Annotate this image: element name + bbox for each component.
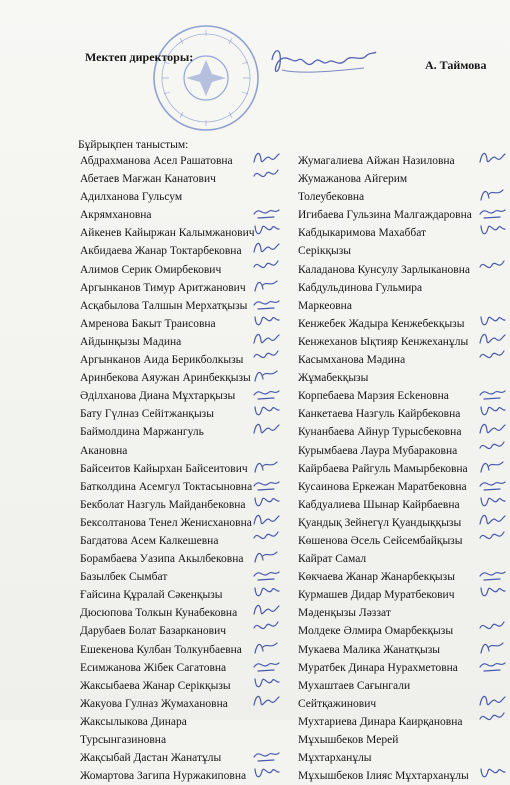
staff-name: Батколдина Асемгул Токтасыновна [80,480,253,493]
staff-name-row [80,405,290,423]
staff-name-row [80,387,290,405]
staff-name-row [298,188,510,206]
staff-name-row [298,731,510,749]
staff-name-row [80,152,290,170]
staff-name-row [298,405,510,423]
staff-name: Кенжеханов Ықтияр Кенжеханұлы [298,335,469,348]
staff-name: Курмашев Дидар Муратбекович [298,589,455,602]
school-seal-stamp [150,22,262,134]
staff-name: Адилханова Гульсум [80,191,183,204]
staff-name: Есимжанова Жібек Сагатовна [80,661,227,674]
staff-name: Сейтқажинович [298,697,377,710]
director-signature [268,42,378,82]
staff-name: Мухтариева Динара Каирқановна [298,715,463,728]
staff-name: Багдатова Асем Калкешевна [80,534,219,547]
staff-name-row [80,351,290,369]
staff-name-row [80,460,290,478]
staff-name-row [298,387,510,405]
staff-name: Борамбаева Уазипа Акылбековна [80,553,244,566]
staff-name-row [80,514,290,532]
staff-name: Бексолтанова Тенел Женисхановна [80,516,252,529]
staff-name-row [80,442,290,460]
staff-name-row [80,622,290,640]
staff-name: Дарубаев Болат Базарканович [80,625,227,638]
staff-name: Мәденқызы Ләззат [298,607,391,620]
staff-name: Амренова Бакыт Траисовна [80,317,216,330]
staff-name: Курымбаева Лаура Мубараковна [298,444,458,457]
staff-name-row [80,369,290,387]
staff-name-row [298,659,510,677]
staff-name-row [80,659,290,677]
staff-name: Жаксыбаева Жанар Серікқызы [80,679,231,692]
staff-name-row [80,604,290,622]
staff-name-row [80,532,290,550]
staff-name-row [80,731,290,749]
staff-name-row [298,550,510,568]
staff-name: Кунанбаева Айнур Турысбековна [298,426,462,439]
staff-name: Бату Гүлназ Сейітжанқызы [80,408,214,421]
staff-name-row [80,224,290,242]
staff-name-row [298,152,510,170]
staff-name-row [80,297,290,315]
staff-name: Кабдуалиева Шынар Кайрбаевна [298,498,460,511]
staff-name: Касымханова Мәдина [298,354,406,367]
staff-name-row [298,315,510,333]
staff-list-left [80,152,290,785]
staff-name: Каладанова Кунсулу Зарлыкановна [298,263,470,276]
staff-name-row [298,568,510,586]
staff-name-row [80,333,290,351]
staff-name-row [298,297,510,315]
staff-name-row [298,767,510,785]
staff-name: Жумажанова Айгерим [298,173,408,186]
staff-name-row [80,713,290,731]
staff-name-row [298,423,510,441]
staff-name-row [298,442,510,460]
staff-name: Жұмабекқызы [298,372,369,385]
staff-name: Айдынқызы Мадина [80,335,182,348]
staff-name: Акбидаева Жанар Токтарбековна [80,245,242,258]
staff-name: Маркеовна [298,299,352,312]
staff-name-row [80,315,290,333]
staff-name-row [298,333,510,351]
staff-name-row [298,369,510,387]
staff-name: Мұхышбеков Ілияс Мұхтарханұлы [298,770,469,783]
staff-name: Серікқызы [298,245,352,258]
staff-name: Көкчаева Жанар Жанарбекқызы [298,571,455,584]
staff-name: Байсеитов Кайырхан Байсеитович [80,462,248,475]
staff-name-row [298,496,510,514]
staff-name: Канкетаева Назгуль Кайрбековна [298,408,461,421]
staff-name: Мухаштаев Сағынгали [298,679,411,692]
staff-name: Турсынгазиновна [80,734,167,746]
staff-name: Кабдыкаримова Махаббат [298,227,427,240]
staff-name: Абдрахманова Асел Рашатовна [80,155,233,167]
staff-name-row [298,351,510,369]
staff-name-row [80,496,290,514]
staff-name: Кусаинова Еркежан Маратбековна [298,480,467,493]
staff-name: Аринбекова Аяужан Аринбекқызы [80,372,251,385]
staff-name: Жаксылыкова Динара [80,715,187,728]
staff-name-row [80,695,290,713]
staff-name: Жақсыбай Дастан Жанатұлы [80,752,222,765]
staff-name-row [80,206,290,224]
acknowledgement-heading: Бұйрықпен таныстым: [78,139,189,151]
staff-name: Жумагалиева Айжан Назиловна [298,155,455,167]
staff-name: Кайрат Самал [298,553,367,566]
staff-name-row [298,641,510,659]
staff-name: Муратбек Динара Нурахметовна [298,661,458,674]
staff-name: Баймолдина Маржангуль [80,426,204,439]
staff-name: Жакуова Гулназ Жумахановна [80,697,228,710]
staff-name: Әділханова Диана Мұхтарқызы [80,390,236,403]
staff-name-row [298,261,510,279]
staff-name: Қуандық Зейнегүл Қуандыққызы [298,516,462,529]
director-label: Мектеп директоры: [85,50,194,64]
staff-name: Корпебаева Марзия Есkеновна [298,390,449,403]
staff-name-row [80,188,290,206]
staff-name-row [80,242,290,260]
staff-name: Аргынканов Тимур Аритжанович [80,281,246,294]
staff-name: Ғайсина Құралай Сәкенқызы [80,589,223,602]
staff-name-row [298,242,510,260]
staff-name: Мукаева Малика Жанатқызы [298,643,440,656]
staff-name-row [298,170,510,188]
staff-name-row [298,478,510,496]
staff-name-row [298,514,510,532]
staff-name: Кенжебек Жадыра Кенжебекқызы [298,317,465,330]
staff-name-row [298,224,510,242]
staff-name-row [80,478,290,496]
staff-name-row [298,206,510,224]
staff-name-row [298,532,510,550]
staff-name: Абетаев Мағжан Канатович [80,173,216,186]
staff-name-row [298,604,510,622]
handwritten-signature [252,148,280,168]
staff-name: Айкенев Кайыржан Калымжанович [80,227,255,240]
staff-name: Көшенова Әсель Сейсембайқызы [298,534,463,547]
staff-list-right [298,152,510,785]
staff-name: Мұхышбеков Мерей [298,734,399,746]
staff-name-row [298,460,510,478]
staff-name-row [298,586,510,604]
staff-name: Аргынканов Аида Берикболкызы [80,354,244,367]
staff-name-row [80,261,290,279]
staff-name: Жомартова Загипа Нуржакиповна [80,770,247,783]
staff-name-row [80,423,290,441]
staff-name: Асқабылова Талшын Мерхатқызы [80,299,248,312]
staff-name-row [80,677,290,695]
staff-name: Кайрбаева Райгуль Мамырбековна [298,462,468,475]
staff-name-row [80,767,290,785]
handwritten-signature [478,148,506,168]
staff-name-row [298,749,510,767]
staff-name-row [80,749,290,767]
staff-name: Кабдульдинова Гульмира [298,281,423,294]
staff-name-row [80,568,290,586]
staff-name: Базылбек Сымбат [80,571,168,584]
staff-name: Молдеке Әлмира Омарбекқызы [298,625,454,638]
staff-name: Толеубековна [298,191,365,204]
staff-name-row [298,695,510,713]
staff-name-row [80,279,290,297]
staff-name-row [298,622,510,640]
staff-name-row [80,586,290,604]
staff-name-row [80,550,290,568]
staff-name: Игибаева Гульзина Малгаждаровна [298,209,472,222]
staff-name: Бекболат Назгуль Майданбековна [80,498,246,511]
staff-name: Ешекенова Кулбан Толкунбаевна [80,643,242,656]
staff-name: Алимов Серик Омирбекович [80,263,222,276]
staff-name: Мұхтарханұлы [298,752,372,765]
staff-name-row [298,279,510,297]
staff-name-row [298,713,510,731]
director-name: А. Таймова [425,58,487,72]
staff-name-row [298,677,510,695]
staff-name: Дюсюпова Толкын Кунабековна [80,607,238,620]
staff-name-row [80,170,290,188]
staff-name-row [80,641,290,659]
staff-name: Акановна [80,444,128,457]
staff-name: Акрямхановна [80,209,152,222]
